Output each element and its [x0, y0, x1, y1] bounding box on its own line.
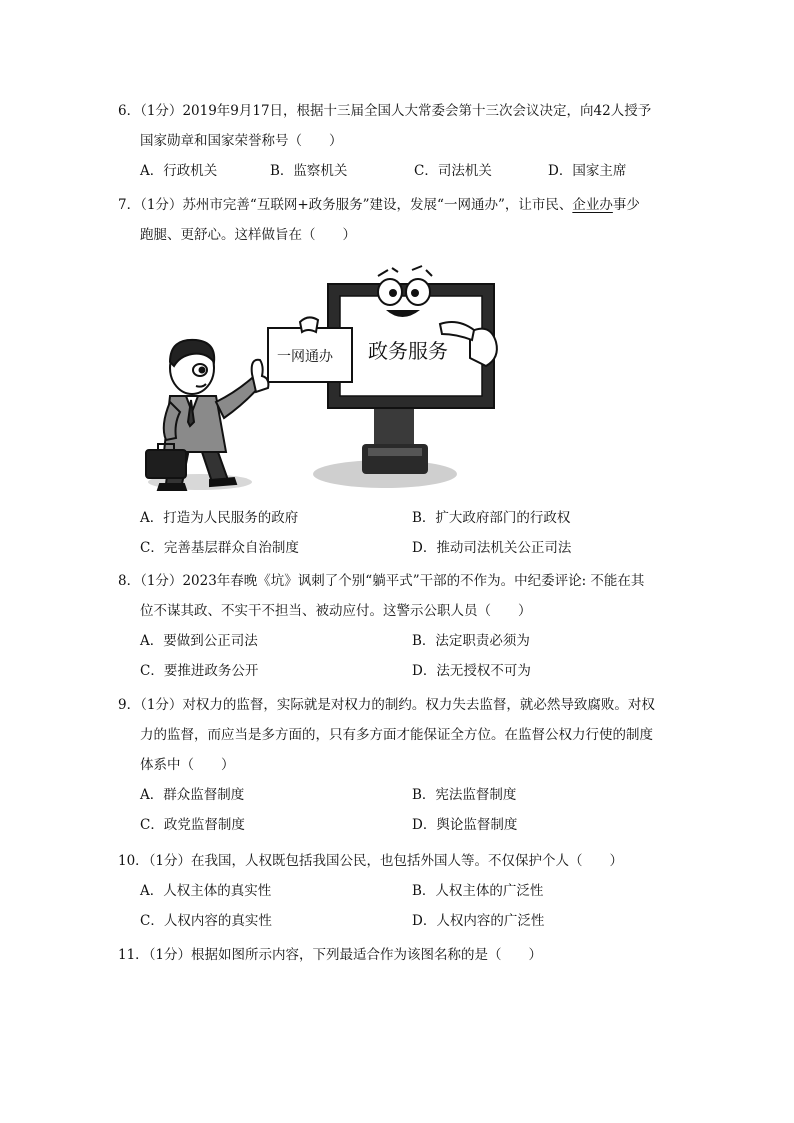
- question-10-line-1: [118, 846, 678, 876]
- question-6-line-2: 国家勋章和国家荣誉称号（ ）: [140, 133, 343, 149]
- sign-text: 一网通办: [277, 349, 333, 365]
- question-score: （1分）: [140, 103, 183, 119]
- option-b: B．人权主体的广泛性: [412, 883, 544, 899]
- option-a: A．要做到公正司法: [140, 633, 258, 649]
- option-c: C．完善基层群众自治制度: [140, 540, 299, 556]
- question-text: 对权力的监督，实际就是对权力的制约。权力失去监督，就必然导致腐败。对权: [182, 697, 655, 713]
- question-score: （1分）: [140, 697, 183, 713]
- question-8-line-2: 位不谋其政、不实干不担当、被动应付。这警示公职人员（ ）: [140, 603, 532, 619]
- question-11: [118, 940, 678, 970]
- question-10-options-row-2: [118, 906, 678, 936]
- question-text: 在我国，人权既包括我国公民，也包括外国人等。不仅保护个人（ ）: [191, 853, 624, 869]
- question-text-underlined: 企业办: [572, 197, 613, 213]
- question-score: （1分）: [140, 197, 183, 213]
- question-7-line-2: 跑腿、更舒心。这样做旨在（ ）: [140, 227, 356, 243]
- question-8-options-row-1: [118, 626, 678, 656]
- question-9: [118, 690, 678, 840]
- question-number: 6．: [118, 103, 141, 119]
- question-number: 10．: [118, 853, 149, 869]
- question-score: （1分）: [148, 947, 192, 963]
- option-a: A．人权主体的真实性: [140, 883, 272, 899]
- question-6: [118, 96, 678, 186]
- screen-text: 政务服务: [368, 339, 448, 363]
- question-7-options-block: [118, 503, 678, 563]
- question-9-options-row-2: [118, 810, 678, 840]
- question-text: 事少: [612, 197, 640, 213]
- question-number: 8．: [118, 573, 141, 589]
- question-9-options-row-1: [118, 780, 678, 810]
- option-d: D．人权内容的广泛性: [412, 913, 545, 929]
- option-d: D．国家主席: [548, 163, 627, 179]
- question-9-line-1: [118, 690, 678, 720]
- question-text: 苏州市完善“互联网+政务服务”建设，发展“一网通办”，让市民、: [182, 197, 573, 213]
- question-7-options-row-1: [118, 503, 678, 533]
- question-number: 11．: [118, 947, 149, 963]
- question-number: 9．: [118, 697, 141, 713]
- option-b: B．宪法监督制度: [412, 787, 517, 803]
- option-c: C．要推进政务公开: [140, 663, 259, 679]
- cartoon-illustration: [140, 262, 510, 494]
- cartoon-figure: [140, 262, 510, 494]
- option-d: D．推动司法机关公正司法: [412, 540, 572, 556]
- option-a: A．群众监督制度: [140, 787, 245, 803]
- question-8: [118, 566, 678, 686]
- question-7: [118, 190, 678, 250]
- option-d: D．舆论监督制度: [412, 817, 518, 833]
- question-10-options-row-1: [118, 876, 678, 906]
- question-text: 2019年9月17日，根据十三届全国人大常委会第十三次会议决定，向42人授予: [182, 103, 652, 119]
- option-a: A．打造为人民服务的政府: [140, 510, 299, 526]
- question-10: [118, 846, 678, 936]
- question-9-line-2: 力的监督，而应当是多方面的，只有多方面才能保证全方位。在监督公权力行使的制度: [140, 727, 653, 743]
- option-c: C．政党监督制度: [140, 817, 245, 833]
- question-text: 根据如图所示内容，下列最适合作为该图名称的是（ ）: [191, 947, 543, 963]
- question-text: 2023年春晚《坑》讽刺了个别“躺平式”干部的不作为。中纪委评论: 不能在其: [182, 573, 645, 589]
- question-score: （1分）: [148, 853, 192, 869]
- question-7-line-1: [118, 190, 678, 220]
- question-7-options-row-2: [118, 533, 678, 563]
- option-b: B．扩大政府部门的行政权: [412, 510, 571, 526]
- option-b: B．监察机关: [270, 163, 348, 179]
- question-6-line-1: [118, 96, 678, 126]
- question-score: （1分）: [140, 573, 183, 589]
- question-9-line-3: 体系中（ ）: [140, 757, 235, 773]
- question-11-line-1: [118, 940, 678, 970]
- option-c: C．司法机关: [414, 163, 492, 179]
- option-b: B．法定职责必须为: [412, 633, 530, 649]
- option-a: A．行政机关: [140, 163, 218, 179]
- option-c: C．人权内容的真实性: [140, 913, 272, 929]
- question-8-line-1: [118, 566, 678, 596]
- option-d: D．法无授权不可为: [412, 663, 531, 679]
- question-8-options-row-2: [118, 656, 678, 686]
- question-number: 7．: [118, 197, 141, 213]
- question-6-options: [118, 156, 678, 186]
